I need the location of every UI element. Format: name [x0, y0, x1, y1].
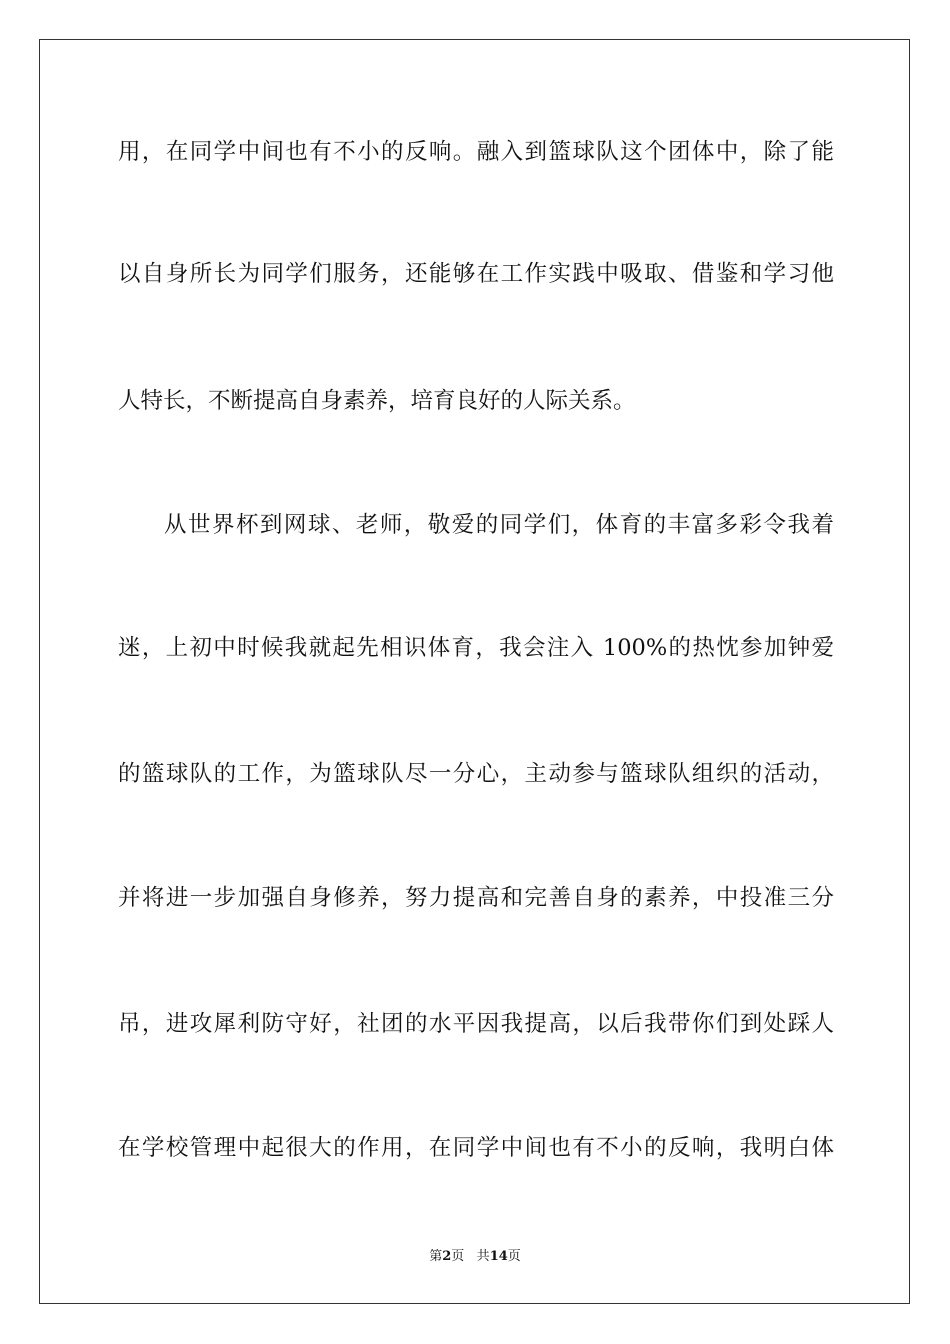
body-line-9: 在学校管理中起很大的作用，在同学中间也有不小的反响，我明白体	[118, 1135, 834, 1161]
body-line-4: 从世界杯到网球、老师，敬爱的同学们，体育的丰富多彩令我着	[164, 512, 834, 538]
footer-prefix: 第	[429, 1249, 443, 1264]
body-line-1: 用，在同学中间也有不小的反响。融入到篮球队这个团体中，除了能	[118, 139, 834, 165]
footer-current-page: 2	[442, 1249, 452, 1264]
page-border	[39, 39, 910, 1304]
footer-total-pages: 14	[489, 1249, 508, 1264]
body-line-2: 以自身所长为同学们服务，还能够在工作实践中吸取、借鉴和学习他	[118, 261, 834, 287]
body-line-3: 人特长，不断提高自身素养，培育良好的人际关系。	[118, 388, 636, 414]
body-line-5: 迷，上初中时候我就起先相识体育，我会注入 100%的热忱参加钟爱	[118, 635, 834, 661]
footer-page-suffix: 页	[451, 1249, 465, 1264]
page-footer	[0, 1248, 950, 1266]
body-line-8: 吊，进攻犀利防守好，社团的水平因我提高，以后我带你们到处踩人	[118, 1011, 834, 1037]
body-line-7: 并将进一步加强自身修养，努力提高和完善自身的素养，中投准三分	[118, 885, 834, 911]
footer-total-suffix: 页	[507, 1249, 521, 1264]
body-line-6: 的篮球队的工作，为篮球队尽一分心，主动参与篮球队组织的活动，	[118, 761, 834, 787]
footer-total-prefix: 共	[476, 1249, 490, 1264]
